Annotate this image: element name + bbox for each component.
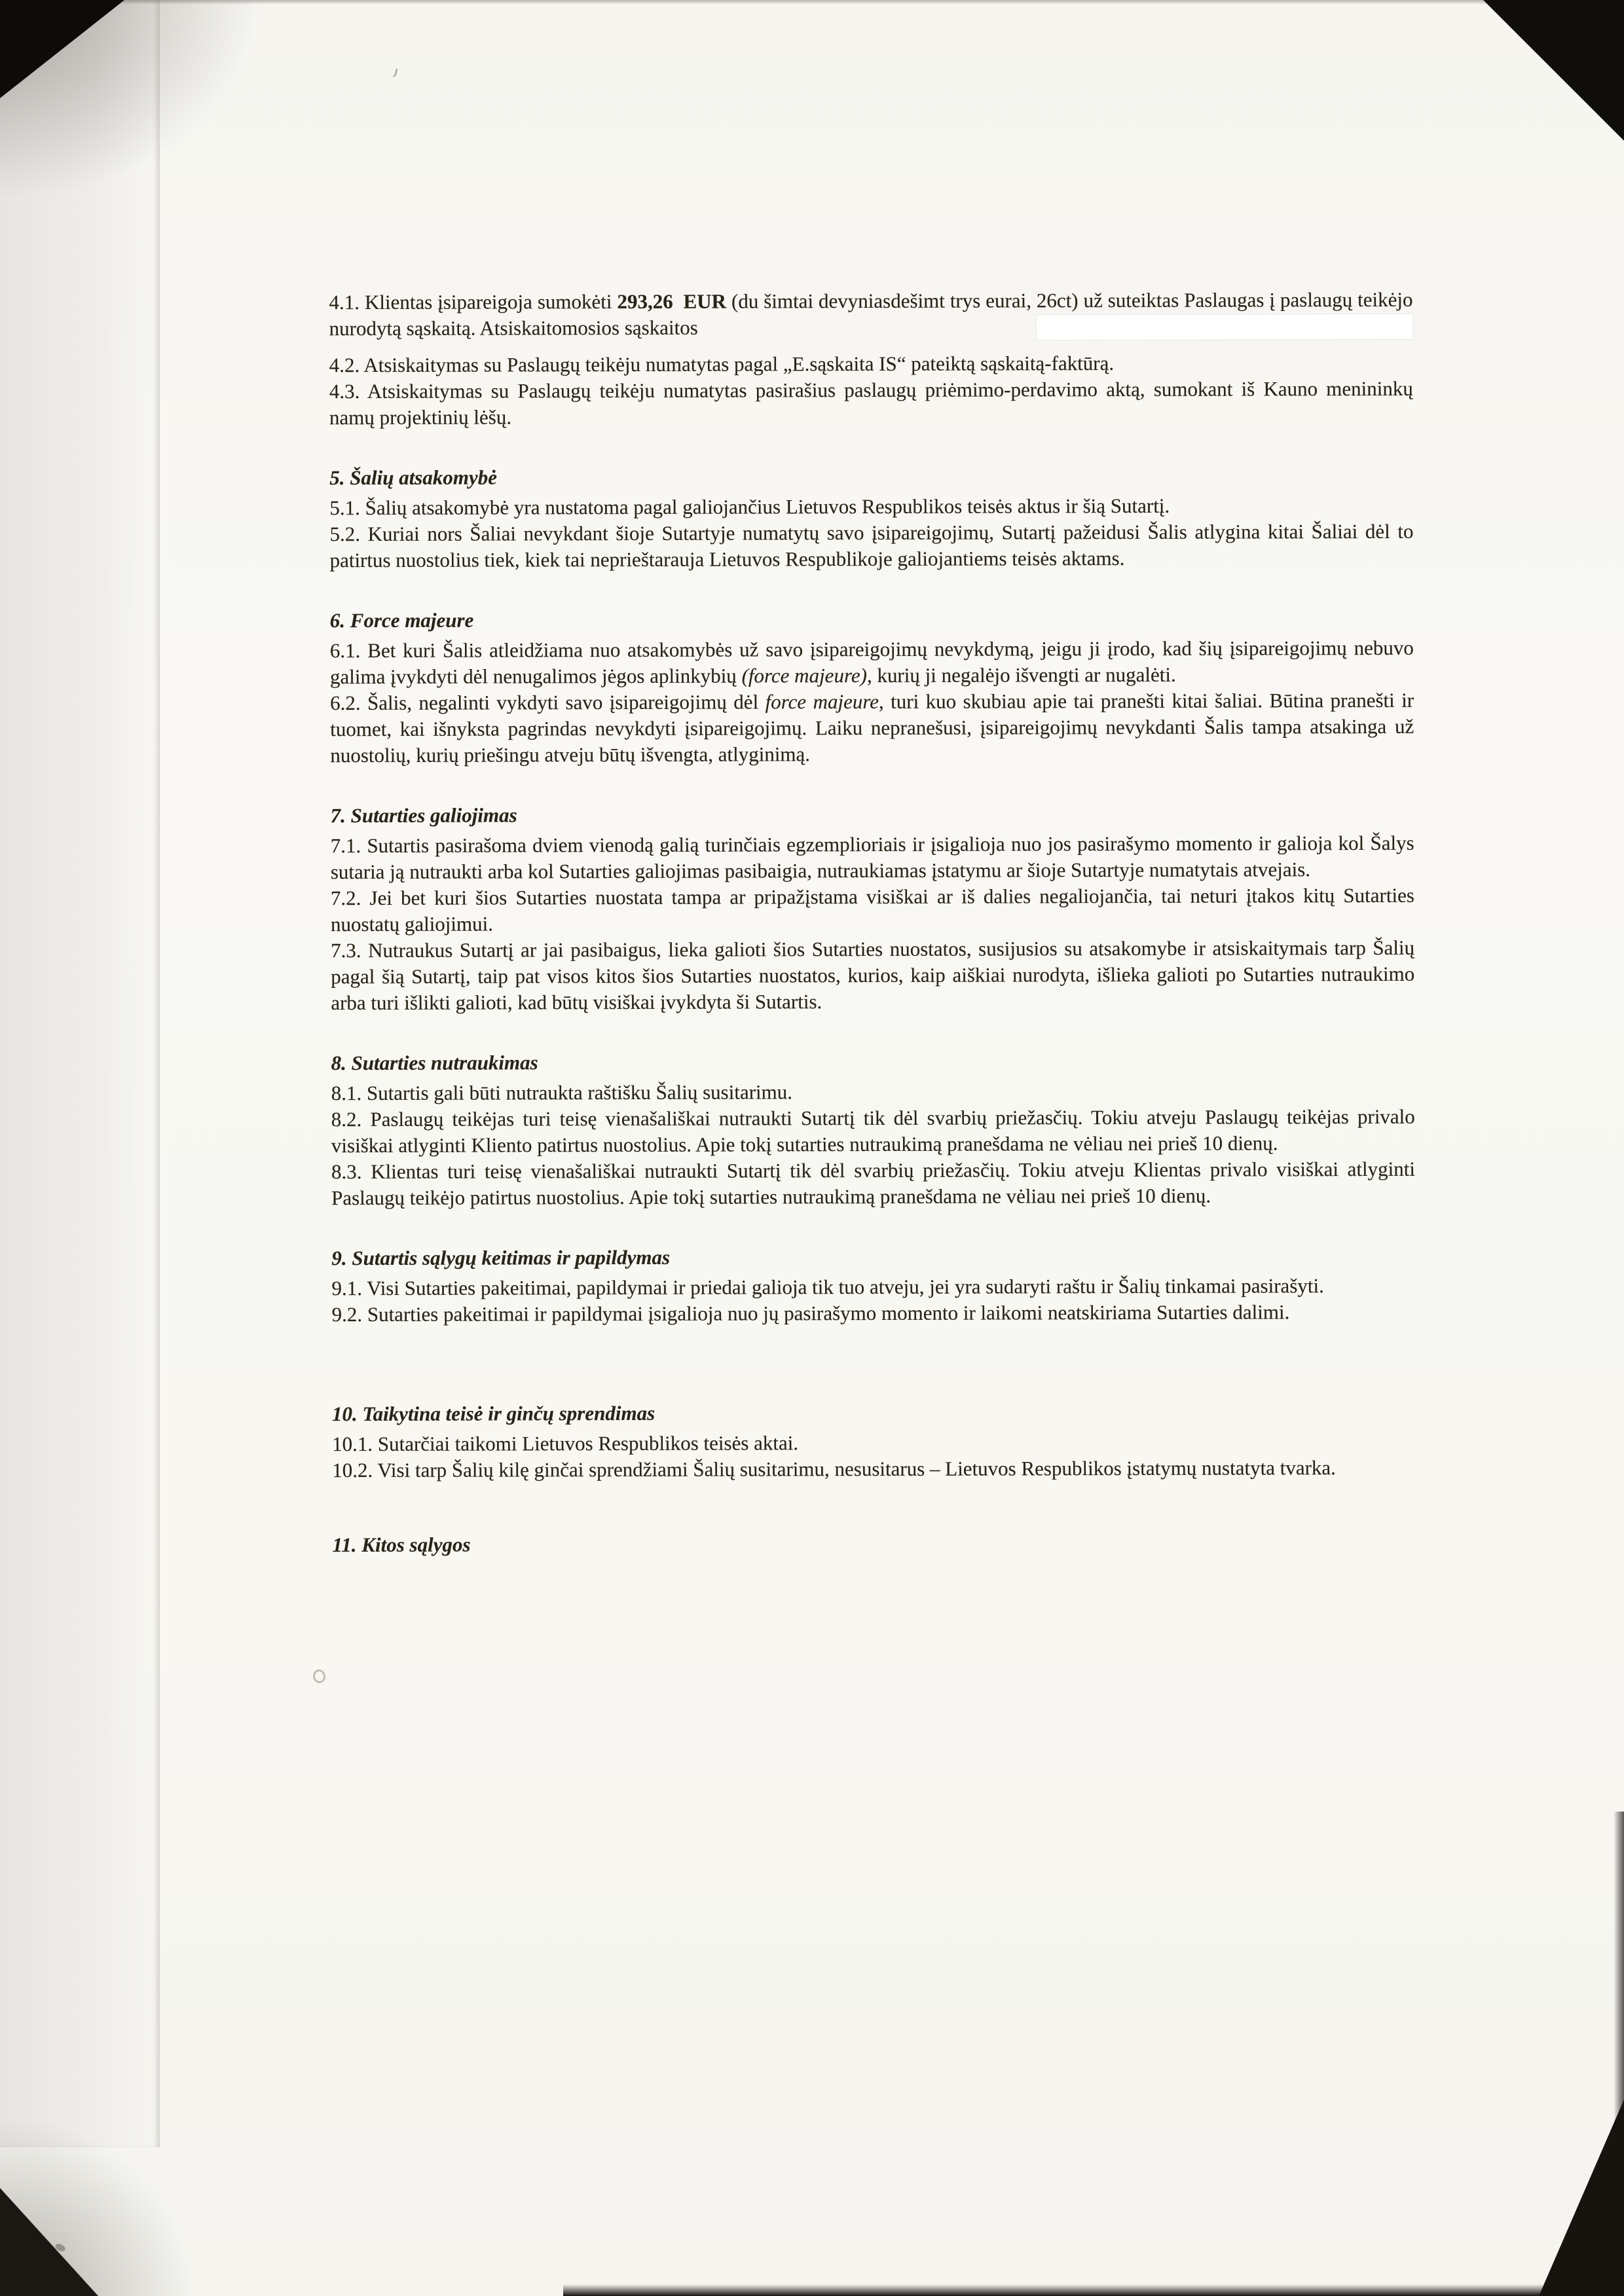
clause-6-1-pre: 6.1. Bet kuri Šalis atleidžiama nuo atsakomybės už savo įsipareigojimų nevykdymą, jeigu ji įrodo, kad šių įsipareigojimų nebuvo galima įvykdyti dėl nenugalimos jėgos aplinkybių [329,636,1414,689]
clause-10-2: 10.2. Visi tarp Šalių kilę ginčai sprendžiami Šalių susitarimu, nesusitarus – Lietuvos Respublikos įstatymų nustatyta tvarka. [332,1456,1336,1482]
section-8-heading: 8. Sutarties nutraukimas [331,1051,538,1075]
force-majeure-term: force majeure [765,689,879,714]
clause-6-2 [330,687,1414,769]
clause-9-1: 9.1. Visi Sutarties pakeitimai, papildymai ir priedai galioja tik tuo atveju, jei yra sudaryti raštu ir Šalių tinkamai pasirašyti. [331,1274,1324,1300]
section-10-heading: 10. Taikytina teisė ir ginčų sprendimas [331,1401,655,1426]
clause-4-3: 4.3. Atsiskaitymas su Paslaugų teikėju numatytas pasirašius paslaugų priėmimo-perdavimo aktą, sumokant iš Kauno menininkų namų projektinių lėšų. [329,376,1413,429]
clause-8-2: 8.2. Paslaugų teikėjas turi teisę vienašališkai nutraukti Sutartį tik dėl svarbių priežasčių. Tokiu atveju Paslaugų teikėjas privalo visiškai atlyginti Kliento patirtus nuostolius. Apie tokį sutarties nutraukimą pranešdama ne vėliau nei prieš 10 dienų. [331,1104,1415,1157]
clause-6-2-pre: 6.2. Šalis, negalinti vykdyti savo įsipareigojimų dėl [330,690,766,715]
clause-7-1: 7.1. Sutartis pasirašoma dviem vienodą galią turinčiais egzemplioriais ir įsigalioja nuo jos pasirašymo momento ir galioja kol Šalys sutaria ją nutraukti arba kol Sutarties galiojimas pasibaigia, nutraukiamas įstatymu ar šioje Sutartyje numatytais atvejais. [330,831,1414,884]
clause-7-2: 7.2. Jei bet kuri šios Sutarties nuostata tampa ar pripažįstama visiškai ar iš dalies negaliojančia, tai neturi įtakos kitų Sutarties nuostatų galiojimui. [330,883,1414,936]
scan-corner-top-right [1483,0,1624,141]
section-5-heading: 5. Šalių atsakomybė [329,465,498,490]
clause-4-2: 4.2. Atsiskaitymas su Paslaugų teikėju numatytas pagal „E.sąskaita IS“ pateiktą sąskaitą-faktūrą. [329,352,1115,377]
contract-body [329,287,1416,1562]
section-7-heading: 7. Sutarties galiojimas [330,803,517,828]
scan-artifact [389,67,397,78]
scan-artifact [312,1669,326,1685]
clause-4-1-pre: 4.1. Klientas įsipareigoja sumokėti [329,290,618,314]
clause-5-1: 5.1. Šalių atsakomybė yra nustatoma pagal galiojančius Lietuvos Respublikos teisės aktus ir šią Sutartį. [329,494,1170,520]
clause-8-1: 8.1. Sutartis gali būti nutraukta raštišku Šalių susitarimu. [331,1080,793,1105]
paper-left-edge-shadow [0,0,160,2147]
scan-shadow-top-edge [111,0,1493,5]
clause-10-1: 10.1. Sutarčiai taikomi Lietuvos Respublikos teisės aktai. [332,1431,799,1456]
scan-shadow-bottom-edge [563,2284,1624,2296]
clause-4-1 [329,287,1412,342]
section-6-heading: 6. Force majeure [329,608,474,632]
clause-6-1-post: , kurių ji negalėjo išvengti ar nugalėti. [866,663,1176,687]
clause-5-2: 5.2. Kuriai nors Šaliai nevykdant šioje Sutartyje numatytų savo įsipareigojimų, Sutartį pažeidusi Šalis atlygina kitai Šaliai dėl to patirtus nuostolius tiek, kiek tai neprieštarauja Lietuvos Respublikoje galiojantiems teisės aktams. [329,519,1414,572]
section-11-heading: 11. Kitos sąlygos [332,1533,471,1557]
clause-4-1-post: (du šimtai devyniasdešimt trys eurai, 26ct) už suteiktas Paslaugas į paslaugų teikėjo nurodytą sąskaitą. Atsiskaitomosios sąskaitos [329,287,1413,340]
force-majeure-term: (force majeure) [741,664,867,687]
section-9-heading: 9. Sutartis sąlygų keitimas ir papildymas [331,1245,671,1270]
clause-9-2: 9.2. Sutarties pakeitimai ir papildymai įsigalioja nuo jų pasirašymo momento ir laikomi neatskiriama Sutarties dalimi. [331,1300,1290,1326]
scan-corner-bottom-right [1539,2100,1624,2296]
clause-8-3: 8.3. Klientas turi teisę vienašališkai nutraukti Sutartį tik dėl svarbių priežasčių. Tokiu atveju Klientas privalo visiškai atlyginti Paslaugų teikėjo patirtus nuostolius. Apie tokį sutarties nutraukimą pranešdama ne vėliau nei prieš 10 dienų. [331,1157,1416,1210]
clause-6-1 [330,635,1414,690]
clause-7-3: 7.3. Nutraukus Sutartį ar jai pasibaigus, lieka galioti šios Sutarties nuostatos, susijusios su atsakomybe ir atsiskaitymais tarp Šalių pagal šią Sutartį, taip pat visos kitos šios Sutarties nuostatos, kurios, kaip aiškiai nurodyta, išlieka galioti po Sutarties nutraukimo arba turi išlikti galioti, kad būtų visiškai įvykdyta ši Sutartis. [331,936,1415,1015]
clause-6-2-post: , turi kuo skubiau apie tai pranešti kitai šaliai. Būtina pranešti ir tuomet, kai išnyksta pagrindas nevykdyti įsipareigojimų. Laiku nepranešusi, įsipareigojimų nevykdanti Šalis tampa atsakinga už nuostolių, kurių priešingu atveju būtų išvengta, atlyginimą. [330,688,1414,767]
contract-amount: 293,26 EUR [617,289,727,314]
